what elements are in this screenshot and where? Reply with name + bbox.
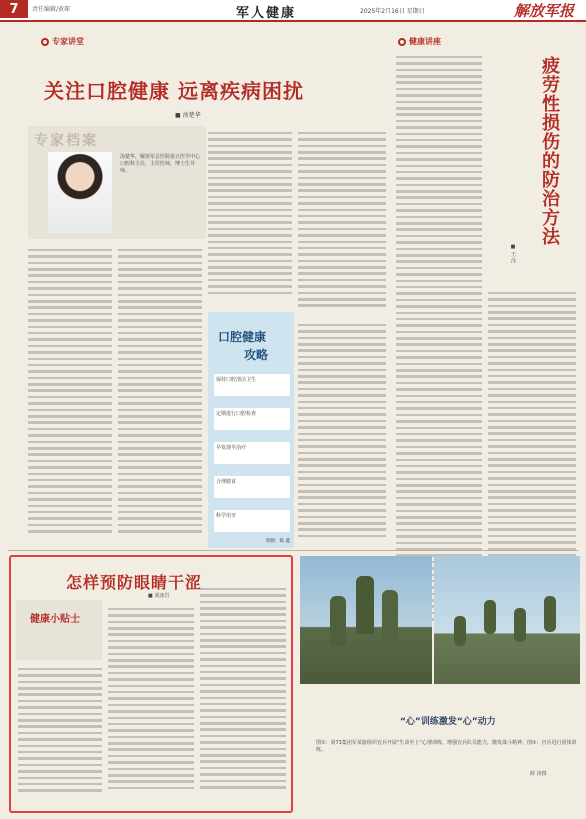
promo-credit: 制图：陈 鑫 <box>266 539 290 544</box>
section-title: 军人健康 <box>236 6 297 21</box>
photo-credit: 薛 涛摄 <box>530 771 547 777</box>
right-column-tag: 健康讲座 <box>398 36 441 47</box>
soldier-figure <box>356 576 374 634</box>
expert-byline: ■ 汤楚华 <box>175 112 201 119</box>
expert-tag: 专家讲堂 <box>41 36 84 47</box>
expert-article-body-3 <box>208 128 292 304</box>
training-photo-right <box>434 556 580 684</box>
newspaper-logo: 解放军报 <box>513 2 574 20</box>
expert-article-body-2 <box>118 245 202 545</box>
soldier-figure <box>454 616 466 646</box>
promo-item-2: 定期进行口腔检查 <box>214 408 290 430</box>
eye-article-body-1 <box>18 664 102 804</box>
soldier-figure <box>330 596 346 646</box>
eye-title: 怎样预防眼睛干涩 <box>66 573 203 592</box>
expert-article-body-5 <box>298 320 386 550</box>
photo-caption-title: “心”训练激发“心”动力 <box>400 717 496 727</box>
expert-profile-box <box>28 126 206 239</box>
promo-item-4: 合理膳食 <box>214 476 290 498</box>
soldier-figure <box>484 600 496 634</box>
expert-photo <box>48 152 112 234</box>
eye-tips-title: 健康小贴士 <box>30 614 80 625</box>
fatigue-title: 疲劳性损伤的防治方法 <box>539 56 560 246</box>
page-number: 7 <box>0 0 28 18</box>
soldier-figure <box>544 596 556 632</box>
profile-label: 专家档案 <box>34 133 98 149</box>
profile-text: 汤楚华，解放军总医院第五医学中心口腔科主任，主任医师，博士生导师。 <box>120 154 201 174</box>
expert-article-body-1 <box>28 245 112 545</box>
eye-byline: ■ 刘冰岩 <box>148 593 170 599</box>
editor-credit: 责任编辑/黄琛 <box>32 6 71 13</box>
expert-title: 关注口腔健康 远离疾病困扰 <box>44 79 304 103</box>
eye-article-body-3 <box>200 584 286 804</box>
promo-subtitle: 攻略 <box>244 348 269 362</box>
promo-item-1: 保持口腔清洁卫生 <box>214 374 290 396</box>
eye-tips-box <box>16 600 102 660</box>
promo-title: 口腔健康 <box>218 330 267 344</box>
promo-item-5: 科学用牙 <box>214 510 290 532</box>
photo-caption: 图①：第73集团军某旅组织官兵开展“生命至上”心理训练，增强官兵队员能力，激发战斗精神。图②：官兵进行团体训练。 <box>316 740 577 753</box>
horizontal-divider <box>8 550 578 551</box>
soldier-figure <box>514 608 526 642</box>
oral-health-promo <box>208 312 294 548</box>
tag-icon <box>398 38 406 46</box>
tag-icon <box>41 38 49 46</box>
issue-date: 2025年2月16日 星期日 <box>360 8 425 15</box>
masthead <box>0 0 586 22</box>
fatigue-byline: ■ 王 洋 <box>510 244 516 264</box>
expert-article-body-4 <box>298 128 386 316</box>
eye-article-body-2 <box>108 604 194 804</box>
soldier-figure <box>382 590 398 646</box>
training-photo-left <box>300 556 432 684</box>
promo-item-3: 早发现早治疗 <box>214 442 290 464</box>
